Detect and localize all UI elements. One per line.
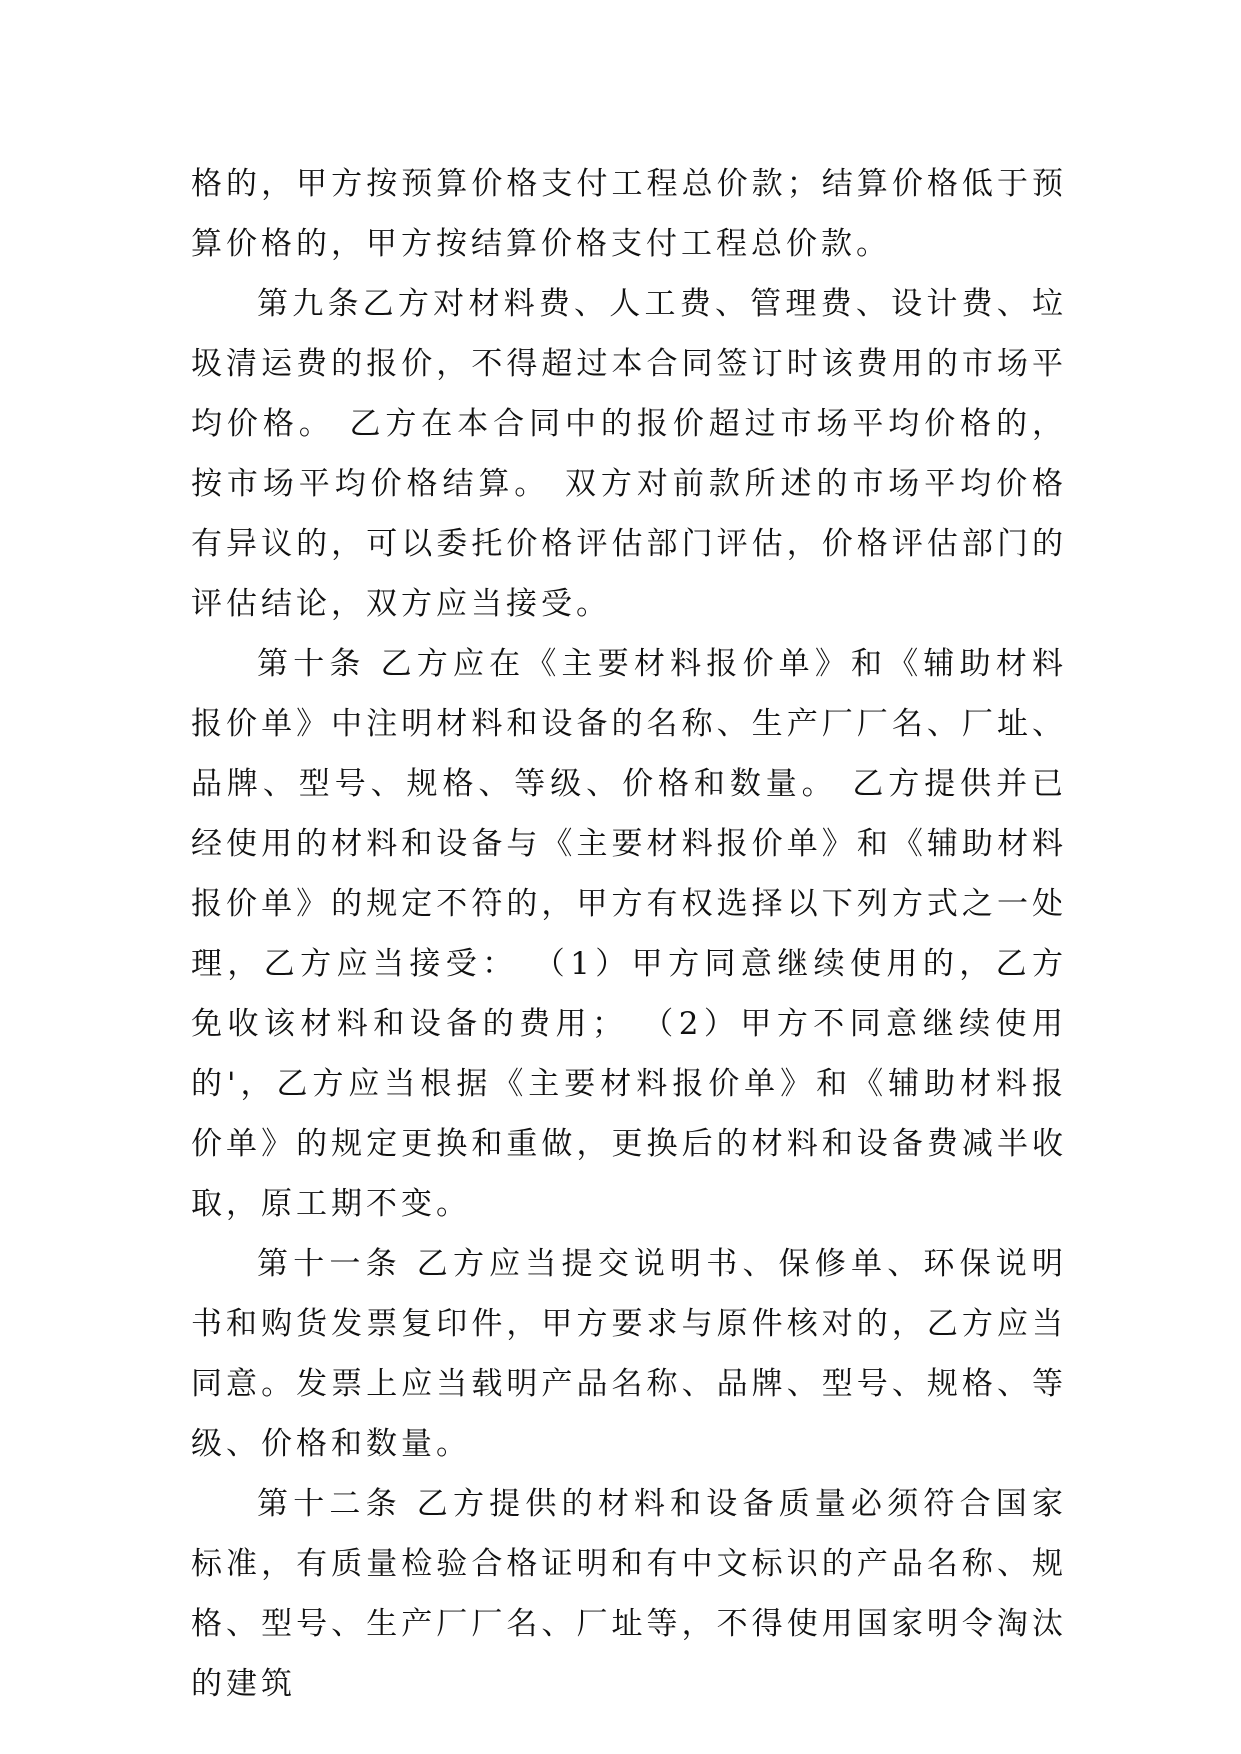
paragraph-article-10: 第十条 乙方应在《主要材料报价单》和《辅助材料报价单》中注明材料和设备的名称、生产厂厂名、厂址、品牌、型号、规格、等级、价格和数量。 乙方提供并已经使用的材料和设备与《主要材料报价单》和《辅助材料报价单》的规定不符的，甲方有权选择以下列方式之一处理，乙方应当接受： （1）甲方同意继续使用的，乙方免收该材料和设备的费用； （2）甲方不同意继续使用的'，乙方应当根据《主要材料报价单》和《辅助材料报价单》的规定更换和重做，更换后的材料和设备费减半收取，原工期不变。 bbox=[191, 646, 1067, 1222]
paragraph-article-11: 第十一条 乙方应当提交说明书、保修单、环保说明书和购货发票复印件，甲方要求与原件核对的，乙方应当同意。发票上应当载明产品名称、品牌、型号、规格、等级、价格和数量。 bbox=[191, 1246, 1067, 1462]
document-body bbox=[191, 154, 1067, 1714]
paragraph-continuation: 格的，甲方按预算价格支付工程总价款；结算价格低于预算价格的，甲方按结算价格支付工程总价款。 bbox=[191, 166, 1067, 262]
paragraph-article-9: 第九条乙方对材料费、人工费、管理费、设计费、垃圾清运费的报价，不得超过本合同签订时该费用的市场平均价格。 乙方在本合同中的报价超过市场平均价格的，按市场平均价格结算。 双方对前款所述的市场平均价格有异议的，可以委托价格评估部门评估，价格评估部门的评估结论，双方应当接受。 bbox=[191, 286, 1067, 622]
paragraph-article-12: 第十二条 乙方提供的材料和设备质量必须符合国家标准，有质量检验合格证明和有中文标识的产品名称、规格、型号、生产厂厂名、厂址等，不得使用国家明令淘汰的建筑 bbox=[191, 1486, 1067, 1702]
